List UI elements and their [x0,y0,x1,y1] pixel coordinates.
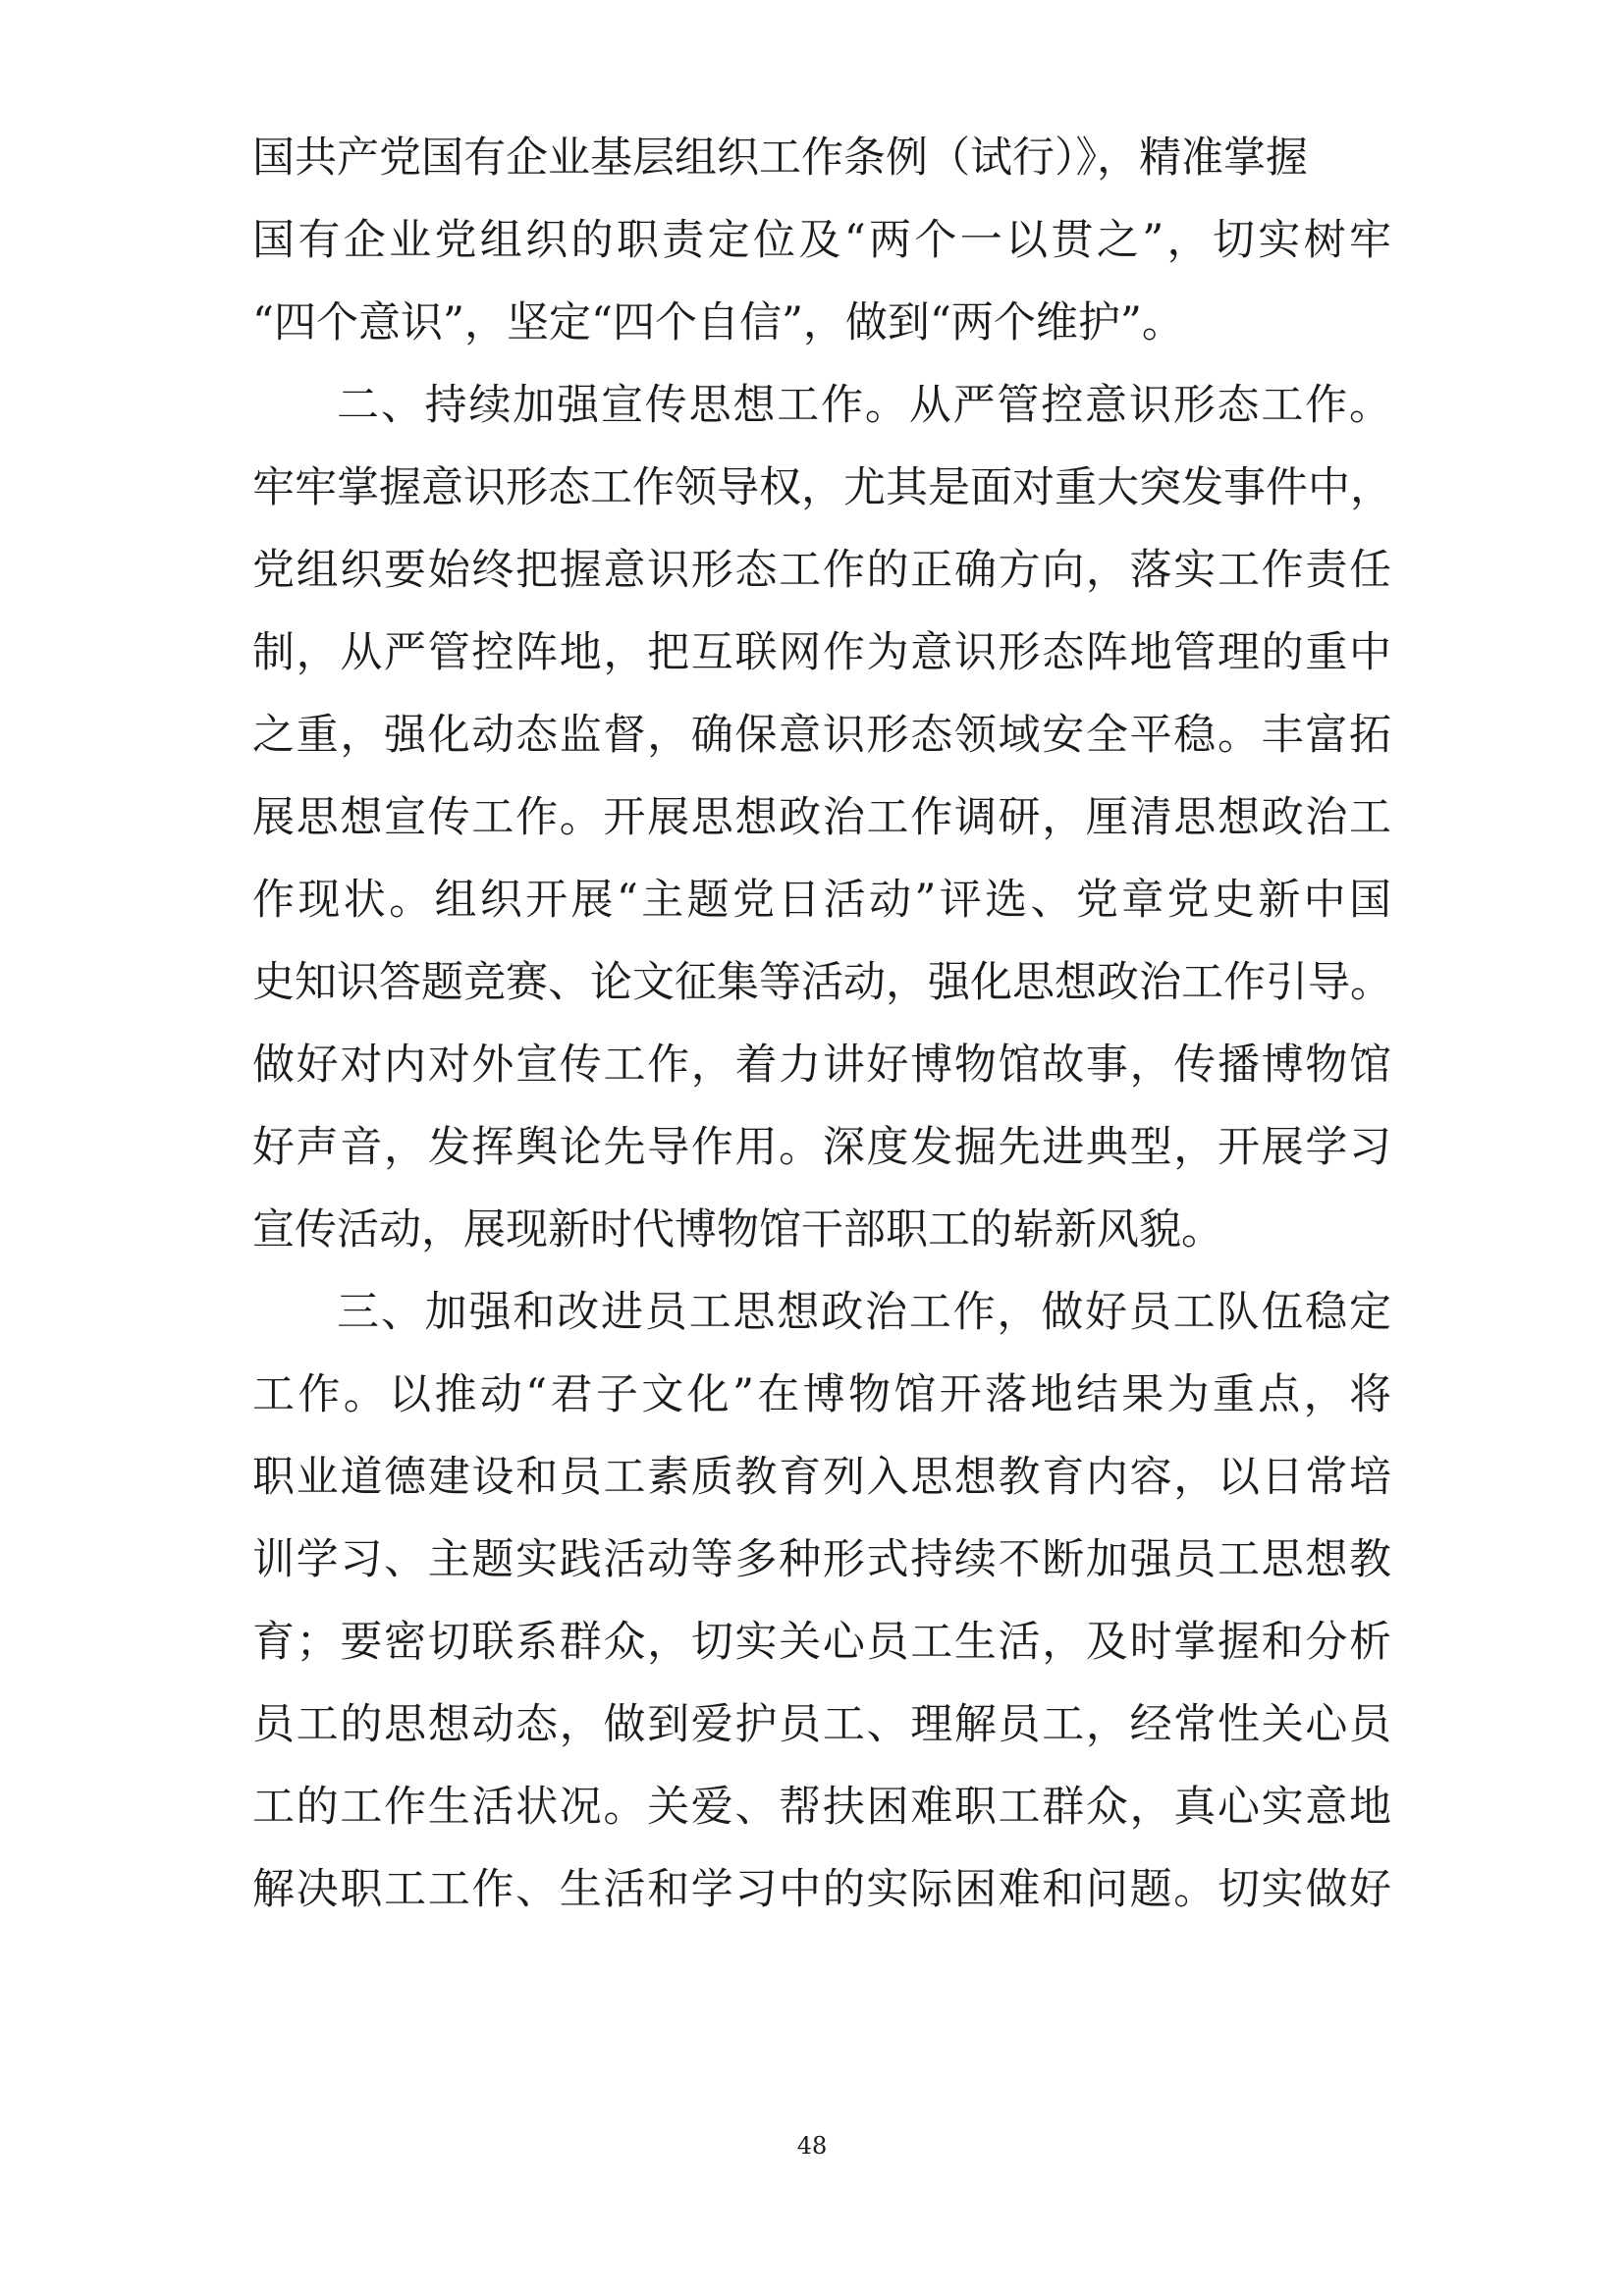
body-text-line: “四个意识”，坚定“四个自信”，做到“两个维护”。 [252,298,1184,347]
body-text-line: 好声音，发挥舆论先导作用。深度发掘先进典型，开展学习 [252,1123,1391,1172]
body-text-line: 训学习、主题实践活动等多种形式持续不断加强员工思想教 [252,1535,1391,1584]
body-text-line: 史知识答题竞赛、论文征集等活动，强化思想政治工作引导。 [252,958,1392,1007]
body-text-line: 工的工作生活状况。关爱、帮扶困难职工群众，真心实意地 [252,1783,1391,1832]
body-text-line: 作现状。组织开展“主题党日活动”评选、党章党史新中国 [252,876,1391,925]
body-text-line: 党组织要始终把握意识形态工作的正确方向，落实工作责任 [252,546,1391,595]
body-text-line: 育；要密切联系群众，切实关心员工生活，及时掌握和分析 [252,1618,1391,1667]
body-text-line: 职业道德建设和员工素质教育列入思想教育内容，以日常培 [252,1453,1391,1502]
body-text-line: 国共产党国有企业基层组织工作条例（试行）》，精准掌握 [252,133,1308,183]
body-text-line: 员工的思想动态，做到爱护员工、理解员工，经常性关心员 [252,1700,1391,1749]
page-number: 48 [796,2132,828,2160]
body-text-line: 展思想宣传工作。开展思想政治工作调研，厘清思想政治工 [252,793,1391,842]
paragraph-heading-line: 二、持续加强宣传思想工作。从严管控意识形态工作。 [337,381,1391,430]
body-text-line: 宣传活动，展现新时代博物馆干部职工的崭新风貌。 [252,1205,1223,1255]
body-text-line: 制，从严管控阵地，把互联网作为意识形态阵地管理的重中 [252,628,1391,677]
body-text-line: 国有企业党组织的职责定位及“两个一以贯之”，切实树牢 [252,216,1391,265]
paragraph-heading-line: 三、加强和改进员工思想政治工作，做好员工队伍稳定 [337,1288,1391,1337]
body-text-line: 工作。以推动“君子文化”在博物馆开落地结果为重点，将 [252,1370,1391,1419]
body-text-line: 牢牢掌握意识形态工作领导权，尤其是面对重大突发事件中， [252,463,1392,512]
body-text-line: 做好对内对外宣传工作，着力讲好博物馆故事，传播博物馆 [252,1041,1391,1090]
body-text-line: 解决职工工作、生活和学习中的实际困难和问题。切实做好 [252,1865,1391,1914]
body-text-line: 之重，强化动态监督，确保意识形态领域安全平稳。丰富拓 [252,711,1391,760]
